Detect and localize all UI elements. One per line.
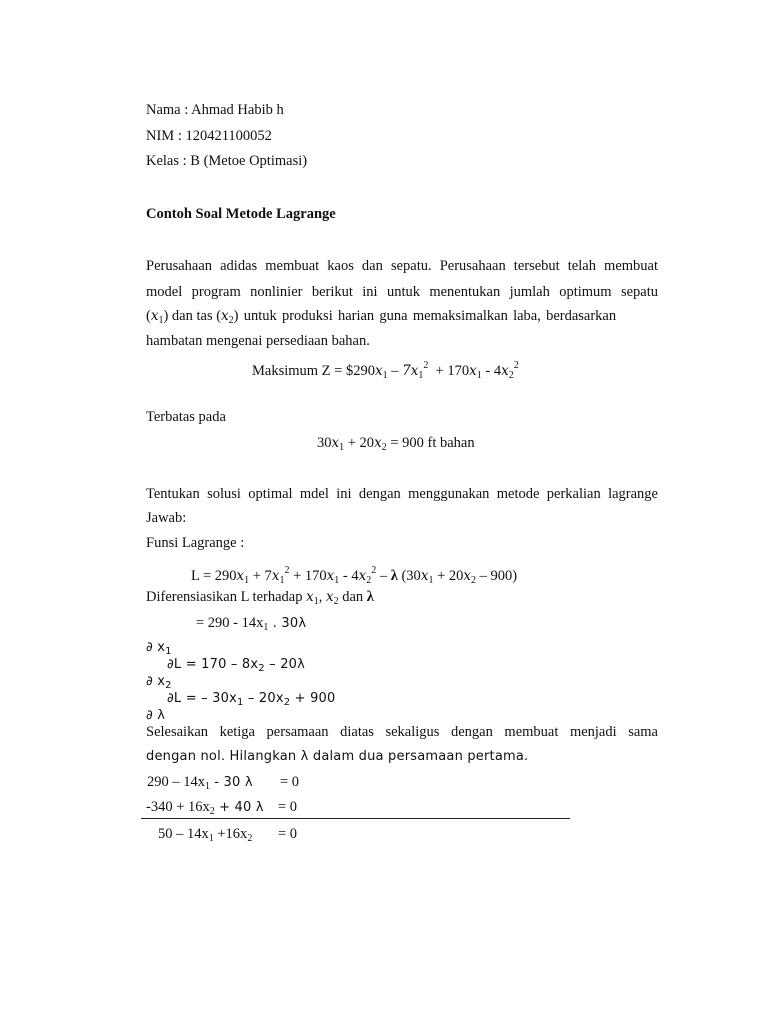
- answer-label: Jawab:: [146, 510, 187, 526]
- derivative-x1: = $290 - 14x_1$ . 30λ: [196, 615, 307, 633]
- name-line: Nama : Ahmad Habib h: [146, 102, 284, 118]
- equation-row-2: $-340 + 16x_2 + 40$ λ: [146, 799, 264, 817]
- sum-rule-line: [141, 818, 570, 819]
- derivative-lambda: ∂L = – $30x_1 - 20x_2 + 900$: [167, 691, 336, 708]
- nim-line: NIM : 120421100052: [146, 128, 272, 144]
- equation-row-3: $50 - 14x_1 +16x_2$: [158, 826, 253, 844]
- equation-row-3-rhs: = 0: [278, 826, 298, 842]
- lagrange-label: Funsi Lagrange :: [146, 535, 245, 551]
- solve-line-1: Selesaikan ketiga persamaan diatas sekaligus dengan membuat menjadi sama: [146, 724, 658, 740]
- intro-line-1: Perusahaan adidas membuat kaos dan sepatu. Perusahaan tersebut telah membuat: [146, 258, 658, 274]
- partial-x1-denominator: ∂ $x_1$: [146, 640, 172, 657]
- constraint-label: Terbatas pada: [146, 409, 226, 425]
- lagrange-function: $L = 290x_1 + 7x_1^2 + 170x_1 - 4x_2^2 - \lambda$ $(30x_1 + 20x_2 - 900)$: [191, 565, 518, 586]
- differentiate-label: Diferensiasikan L terhadap $x_1$, $x_2$ dan λ: [146, 589, 374, 607]
- derivative-x2: $\partial L = 170 - 8x_2 - 20\lambda$: [167, 657, 306, 674]
- equation-row-2-rhs: = 0: [278, 799, 298, 815]
- equation-row-1: $290 - 14x_1 - 30$ λ: [147, 774, 253, 792]
- partial-x2-denominator: ∂ $x_2$: [146, 674, 172, 691]
- constraint-equation: $30x_1 + 20x_2 = 900$ ft bahan: [317, 435, 475, 453]
- solve-line-2: dengan nol. Hilangkan λ dalam dua persamaan pertama.: [146, 749, 529, 764]
- objective-function: Maksimum $Z = \$290x_1 - 7x_1^2 + 170x_1 - 4x_2^2$: [252, 360, 519, 381]
- document-title: Contoh Soal Metode Lagrange: [146, 206, 336, 222]
- intro-line-2: model program nonlinier berikut ini untuk menentukan jumlah optimum sepatu: [146, 284, 658, 300]
- task-statement: Tentukan solusi optimal mdel ini dengan menggunakan metode perkalian lagrange: [146, 486, 658, 502]
- intro-line-4: hambatan mengenai persediaan bahan.: [146, 333, 370, 349]
- intro-line-3: $(x_1)$ dan tas $(x_2)$ untuk produksi harian guna memaksimalkan laba, berdasarkan: [146, 308, 617, 326]
- partial-lambda-denominator: ∂ λ: [146, 708, 166, 723]
- class-line: Kelas : B (Metoe Optimasi): [146, 153, 308, 169]
- equation-row-1-rhs: = 0: [280, 774, 300, 790]
